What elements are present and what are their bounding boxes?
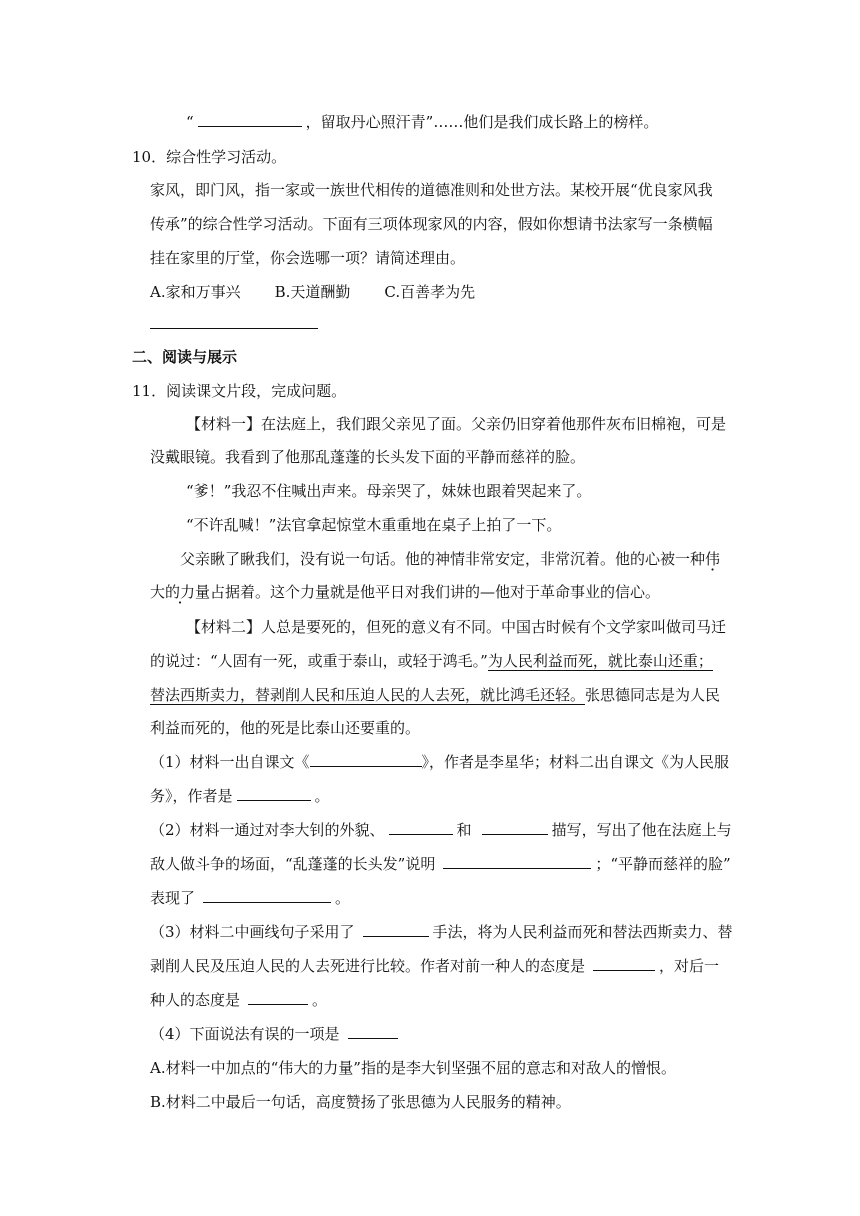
answer-blank[interactable] [198, 112, 302, 127]
answer-blank[interactable] [348, 1024, 398, 1039]
quote-line: “ ，留取丹心照汗青”……他们是我们成长路上的榜样。 [186, 113, 659, 131]
sub-question-3: 剥削人民及压迫人民的人去死进行比较。作者对前一种人的态度是 ，对后一 [150, 957, 720, 975]
answer-blank[interactable] [443, 854, 591, 869]
answer-blank[interactable] [310, 752, 422, 767]
material-1: “爹！”我忍不住喊出声来。母亲哭了，妹妹也跟着哭起来了。 [186, 482, 592, 500]
q10-para: 挂在家里的厅堂，你会选哪一项？请简述理由。 [150, 249, 466, 267]
answer-blank[interactable] [237, 786, 311, 801]
q10-para: 家风，即门风，指一家或一族世代相传的道德准则和处世方法。某校开展“优良家风我 [150, 181, 713, 199]
question-11-label: 11．阅读课文片段，完成问题。 [132, 382, 347, 400]
sub-question-2: 表现了 。 [150, 889, 351, 907]
option-b: B.天道酬勤 [274, 283, 351, 301]
answer-blank[interactable] [482, 820, 548, 835]
answer-blank[interactable] [248, 990, 308, 1005]
underlined-sentence: 替法西斯卖力，替剥削人民和压迫人民的人去死，就比鸿毛还轻。 [150, 686, 586, 704]
option-b: B.材料二中最后一句话，高度赞扬了张思德为人民服务的精神。 [150, 1093, 571, 1111]
option-c: C.百善孝为先 [384, 283, 476, 301]
sub-question-4: （4）下面说法有误的一项是 [150, 1024, 402, 1044]
answer-blank[interactable] [593, 956, 655, 971]
section-heading: 二、阅读与展示 [132, 348, 238, 366]
q10-options [150, 282, 475, 302]
option-a: A.家和万事兴 [150, 283, 241, 301]
material-1: 大的力量占据着。这个力量就是他平日对我们讲的—他对于革命事业的信心。 [150, 583, 661, 601]
material-1: “不许乱喊！”法官拿起惊堂木重重地在桌子上拍了一下。 [186, 516, 562, 534]
material-1: 父亲瞅了瞅我们，没有说一句话。他的神情非常安定，非常沉着。他的心被一种伟 [180, 550, 721, 568]
material-2: 【材料二】人总是要死的，但死的意义有不同。中国古时候有个文学家叫做司马迁 [186, 618, 727, 636]
dotted-text: 伟 [705, 550, 721, 568]
answer-blank[interactable] [363, 922, 429, 937]
material-1: 没戴眼镜。我看到了他那乱蓬蓬的长头发下面的平静而慈祥的脸。 [150, 448, 586, 466]
material-2: 利益而死的，他的死是比泰山还要重的。 [150, 719, 421, 737]
sub-question-1: （1）材料一出自课文《 》，作者是李星华；材料二出自课文《为人民服 [150, 753, 730, 771]
question-10-label: 10．综合性学习活动。 [132, 148, 287, 166]
dotted-text: 大的力量 [150, 583, 211, 601]
q10-answer-line[interactable] [150, 314, 318, 334]
sub-question-1: 务》，作者是 。 [150, 787, 330, 805]
sub-question-2: （2）材料一通过对李大钊的外貌、 和 描写，写出了他在法庭上与 [150, 821, 732, 839]
sub-question-3: 种人的态度是 。 [150, 991, 328, 1009]
answer-blank[interactable] [389, 820, 453, 835]
underlined-sentence: 为人民利益而死，就比泰山还重； [487, 652, 713, 670]
material-1: 【材料一】在法庭上，我们跟父亲见了面。父亲仍旧穿着他那件灰布旧棉袍，可是 [186, 415, 727, 433]
answer-blank[interactable] [203, 888, 331, 903]
q10-para: 传承”的综合性学习活动。下面有三项体现家风的内容，假如你想请书法家写一条横幅 [150, 215, 713, 233]
material-2: 的说过：“人固有一死，或重于泰山，或轻于鸿毛。”为人民利益而死，就比泰山还重； [150, 652, 713, 670]
sub-question-3: （3）材料二中画线句子采用了 手法，将为人民利益而死和替法西斯卖力、替 [150, 923, 733, 941]
material-2: 替法西斯卖力，替剥削人民和压迫人民的人去死，就比鸿毛还轻。张思德同志是为人民 [150, 686, 721, 704]
option-a: A.材料一中加点的“伟大的力量”指的是李大钊坚强不屈的意志和对敌人的憎恨。 [150, 1059, 676, 1077]
sub-question-2: 敌人做斗争的场面，“乱蓬蓬的长头发”说明 ；“平静而慈祥的脸” [150, 855, 731, 873]
